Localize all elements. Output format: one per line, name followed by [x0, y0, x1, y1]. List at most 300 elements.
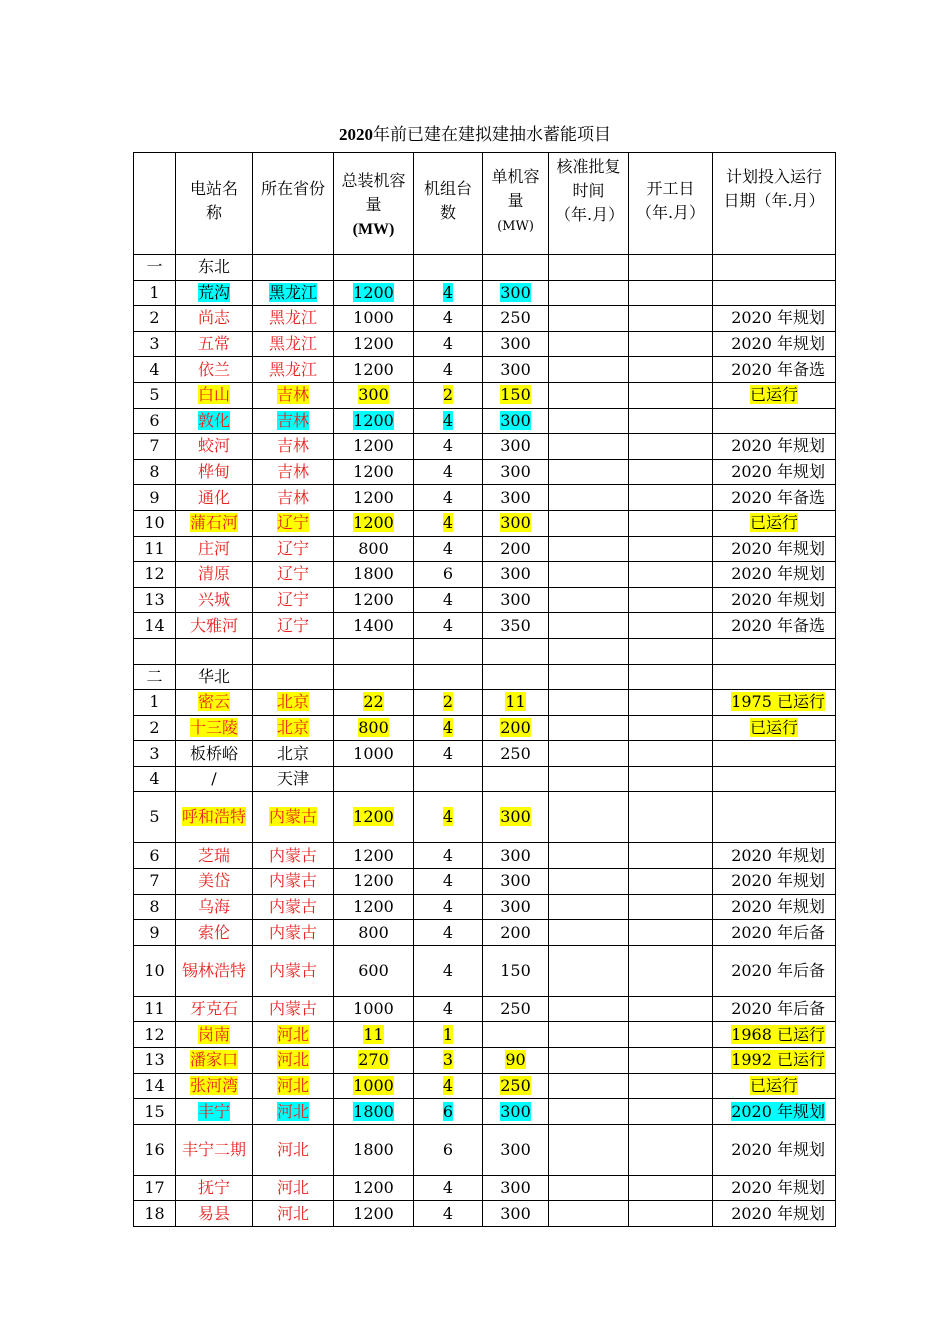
- table-row: [134, 1099, 836, 1125]
- station-name: [176, 382, 253, 408]
- table-row: [134, 562, 836, 588]
- empty-cell: [334, 664, 414, 690]
- start-date: [629, 408, 713, 434]
- station-name: [176, 792, 253, 843]
- total-capacity: [334, 357, 414, 383]
- empty-cell: [253, 255, 334, 281]
- station-name: [176, 485, 253, 511]
- row-number-text: 16: [144, 1139, 165, 1159]
- approval-date: [549, 382, 629, 408]
- unit-count: [414, 562, 483, 588]
- total-capacity: [334, 587, 414, 613]
- table-row: [134, 894, 836, 920]
- total-capacity: [334, 459, 414, 485]
- total-capacity-text: 1200: [353, 487, 394, 507]
- station-name: [176, 741, 253, 767]
- province: [253, 459, 334, 485]
- station-name: [176, 357, 253, 383]
- empty-cell: [176, 638, 253, 664]
- station-name: [176, 1175, 253, 1201]
- station-name-text: 清原: [197, 564, 230, 584]
- province-text: 内蒙古: [268, 960, 317, 980]
- approval-date: [549, 766, 629, 792]
- table-row: [134, 1022, 836, 1048]
- unit-count-text: 4: [442, 922, 454, 942]
- row-number-text: 3: [149, 743, 160, 763]
- row-number: [134, 280, 176, 306]
- station-name-text: 白山: [197, 385, 230, 405]
- approval-date: [549, 613, 629, 639]
- province: [253, 485, 334, 511]
- empty-cell: [549, 664, 629, 690]
- total-capacity: [334, 1022, 414, 1048]
- province: [253, 1124, 334, 1175]
- unit-capacity: [483, 920, 549, 946]
- station-name: [176, 894, 253, 920]
- table-row: [134, 1124, 836, 1175]
- start-date: [629, 894, 713, 920]
- province: [253, 766, 334, 792]
- unit-count-text: 4: [442, 845, 454, 865]
- section-name-text: 华北: [197, 666, 230, 686]
- row-number-text: 18: [144, 1203, 165, 1223]
- row-number-text: 10: [144, 513, 165, 533]
- approval-date: [549, 1073, 629, 1099]
- page-title: [0, 120, 950, 145]
- unit-capacity: [483, 536, 549, 562]
- province: [253, 408, 334, 434]
- unit-count-text: 2: [442, 692, 454, 712]
- row-number: [134, 434, 176, 460]
- total-capacity-text: 1200: [353, 1178, 394, 1198]
- empty-cell: [414, 638, 483, 664]
- unit-capacity: [483, 331, 549, 357]
- approval-date: [549, 843, 629, 869]
- row-number-text: 12: [144, 1024, 165, 1044]
- station-name-text: 依兰: [197, 359, 230, 379]
- start-date: [629, 996, 713, 1022]
- province-text: 辽宁: [276, 513, 309, 533]
- unit-capacity-text: 11: [505, 692, 526, 712]
- start-date: [629, 1175, 713, 1201]
- empty-cell: [253, 638, 334, 664]
- unit-count-text: 4: [442, 436, 454, 456]
- station-name: [176, 280, 253, 306]
- total-capacity: [334, 843, 414, 869]
- unit-count: [414, 331, 483, 357]
- planned-operation-text: 2020 年后备: [731, 960, 825, 980]
- station-name-text: 尚志: [197, 308, 230, 328]
- row-number-text: 11: [144, 999, 165, 1019]
- unit-count: [414, 715, 483, 741]
- station-name: [176, 587, 253, 613]
- row-number: [134, 1099, 176, 1125]
- station-name: [176, 996, 253, 1022]
- total-capacity-text: 600: [358, 960, 389, 980]
- planned-operation: [713, 843, 836, 869]
- approval-date: [549, 485, 629, 511]
- unit-count-text: 4: [442, 871, 454, 891]
- station-name-text: 抚宁: [197, 1178, 230, 1198]
- table-row: [134, 587, 836, 613]
- unit-count: [414, 510, 483, 536]
- row-number-text: 7: [149, 436, 160, 456]
- row-number: [134, 408, 176, 434]
- section-number-text: 二: [146, 666, 163, 686]
- planned-operation-text: 2020 年规划: [731, 1178, 825, 1198]
- unit-count-text: 4: [442, 807, 454, 827]
- station-name-text: 敦化: [197, 410, 230, 430]
- table-row: [134, 382, 836, 408]
- unit-capacity-text: 250: [500, 999, 531, 1019]
- unit-capacity-text: 300: [500, 1178, 531, 1198]
- planned-operation: [713, 1022, 836, 1048]
- unit-count: [414, 690, 483, 716]
- station-name-text: 密云: [197, 692, 230, 712]
- approval-date: [549, 510, 629, 536]
- planned-operation-text: 2020 年备选: [731, 487, 825, 507]
- unit-capacity-text: 300: [500, 807, 531, 827]
- station-name-text: 岗南: [197, 1024, 230, 1044]
- station-name: [176, 869, 253, 895]
- province: [253, 894, 334, 920]
- total-capacity: [334, 408, 414, 434]
- province: [253, 613, 334, 639]
- unit-count: [414, 408, 483, 434]
- header-unit-capacity: 单机容量 (MW): [483, 153, 549, 255]
- row-number: [134, 459, 176, 485]
- row-number-text: 12: [144, 564, 165, 584]
- title-text: 年前已建在建拟建抽水蓄能项目: [373, 125, 611, 145]
- empty-cell: [253, 664, 334, 690]
- unit-count: [414, 306, 483, 332]
- table-row: [134, 766, 836, 792]
- table-row: [134, 869, 836, 895]
- station-name-text: 丰宁: [197, 1101, 230, 1121]
- empty-cell: [629, 255, 713, 281]
- approval-date: [549, 920, 629, 946]
- row-number-text: 10: [144, 960, 165, 980]
- row-number-text: 5: [149, 807, 160, 827]
- header-row: [134, 153, 836, 255]
- empty-cell: [134, 638, 176, 664]
- empty-cell: [713, 638, 836, 664]
- unit-count: [414, 459, 483, 485]
- unit-count-text: 4: [442, 334, 454, 354]
- row-number-text: 14: [144, 615, 165, 635]
- total-capacity-text: 1800: [353, 1101, 394, 1121]
- total-capacity-text: 800: [358, 922, 389, 942]
- total-capacity: [334, 382, 414, 408]
- total-capacity: [334, 485, 414, 511]
- unit-capacity-text: 300: [500, 845, 531, 865]
- start-date: [629, 690, 713, 716]
- unit-capacity: [483, 562, 549, 588]
- station-name-text: 桦甸: [197, 462, 230, 482]
- planned-operation: [713, 945, 836, 996]
- start-date: [629, 587, 713, 613]
- table-row: [134, 536, 836, 562]
- unit-capacity: [483, 996, 549, 1022]
- total-capacity-text: 800: [358, 717, 389, 737]
- unit-count-text: 4: [442, 615, 454, 635]
- province: [253, 690, 334, 716]
- station-name: [176, 1022, 253, 1048]
- planned-operation: [713, 587, 836, 613]
- province: [253, 536, 334, 562]
- unit-capacity: [483, 869, 549, 895]
- spacer-row: [134, 638, 836, 664]
- unit-count: [414, 357, 483, 383]
- province: [253, 562, 334, 588]
- province: [253, 996, 334, 1022]
- unit-count-text: 6: [442, 1139, 454, 1159]
- province: [253, 741, 334, 767]
- approval-date: [549, 357, 629, 383]
- table-row: [134, 408, 836, 434]
- station-name: [176, 1099, 253, 1125]
- unit-capacity-text: 300: [500, 436, 531, 456]
- province-text: 辽宁: [276, 590, 309, 610]
- planned-operation: [713, 741, 836, 767]
- total-capacity: [334, 562, 414, 588]
- unit-capacity-text: 300: [500, 871, 531, 891]
- table-row: [134, 357, 836, 383]
- total-capacity: [334, 1073, 414, 1099]
- unit-count-text: 4: [442, 513, 454, 533]
- unit-capacity: [483, 1201, 549, 1227]
- unit-count: [414, 1124, 483, 1175]
- planned-operation: [713, 434, 836, 460]
- province: [253, 843, 334, 869]
- province: [253, 280, 334, 306]
- total-capacity-text: 800: [358, 538, 389, 558]
- unit-count: [414, 894, 483, 920]
- planned-operation-text: 2020 年规划: [731, 436, 825, 456]
- start-date: [629, 792, 713, 843]
- unit-count: [414, 792, 483, 843]
- total-capacity: [334, 306, 414, 332]
- unit-capacity-text: 300: [500, 462, 531, 482]
- unit-capacity-text: 300: [500, 1203, 531, 1223]
- empty-cell: [334, 638, 414, 664]
- empty-cell: [483, 638, 549, 664]
- unit-count-text: 4: [442, 717, 454, 737]
- total-capacity-text: 1200: [353, 1203, 394, 1223]
- province-text: 北京: [276, 717, 309, 737]
- row-number: [134, 1175, 176, 1201]
- total-capacity: [334, 792, 414, 843]
- province: [253, 357, 334, 383]
- total-capacity: [334, 1124, 414, 1175]
- row-number: [134, 690, 176, 716]
- total-capacity-text: 1200: [353, 462, 394, 482]
- row-number-text: 7: [149, 871, 160, 891]
- empty-cell: [483, 255, 549, 281]
- total-capacity: [334, 613, 414, 639]
- planned-operation: [713, 459, 836, 485]
- unit-count-text: 1: [442, 1024, 454, 1044]
- row-number-text: 8: [149, 896, 160, 916]
- unit-count-text: 4: [442, 487, 454, 507]
- total-capacity: [334, 434, 414, 460]
- province-text: 吉林: [276, 487, 309, 507]
- planned-operation-text: 2020 年规划: [731, 871, 825, 891]
- row-number-text: 6: [149, 410, 160, 430]
- header-name: 电站名称: [176, 153, 253, 255]
- province-text: 吉林: [276, 436, 309, 456]
- unit-count: [414, 613, 483, 639]
- total-capacity-text: 1200: [353, 436, 394, 456]
- province-text: 河北: [276, 1139, 309, 1159]
- unit-count-text: 4: [442, 462, 454, 482]
- station-name: [176, 945, 253, 996]
- total-capacity: [334, 1175, 414, 1201]
- header-plan: 计划投入运行日期（年.月）: [713, 153, 836, 255]
- unit-capacity-text: 250: [500, 308, 531, 328]
- empty-cell: [483, 664, 549, 690]
- planned-operation-text: 2020 年规划: [731, 845, 825, 865]
- planned-operation-text: 已运行: [749, 385, 798, 405]
- station-name-text: 兴城: [197, 590, 230, 610]
- planned-operation: [713, 869, 836, 895]
- province: [253, 1099, 334, 1125]
- unit-capacity-text: 300: [500, 1139, 531, 1159]
- row-number: [134, 331, 176, 357]
- unit-capacity: [483, 306, 549, 332]
- row-number: [134, 485, 176, 511]
- row-number: [134, 1073, 176, 1099]
- unit-count-text: 6: [442, 1101, 454, 1121]
- header-start: 开工日（年.月）: [629, 153, 713, 255]
- start-date: [629, 1048, 713, 1074]
- approval-date: [549, 690, 629, 716]
- approval-date: [549, 792, 629, 843]
- row-number: [134, 996, 176, 1022]
- row-number-text: 4: [149, 359, 160, 379]
- station-name: [176, 1048, 253, 1074]
- planned-operation: [713, 357, 836, 383]
- approval-date: [549, 741, 629, 767]
- table-row: [134, 613, 836, 639]
- province-text: 吉林: [276, 385, 309, 405]
- row-number: [134, 587, 176, 613]
- row-number: [134, 843, 176, 869]
- row-number-text: 13: [144, 1050, 165, 1070]
- start-date: [629, 485, 713, 511]
- unit-count: [414, 280, 483, 306]
- start-date: [629, 382, 713, 408]
- province-text: 黑龙江: [268, 282, 317, 302]
- station-name-text: 锡林浩特: [182, 960, 247, 980]
- province-text: 内蒙古: [268, 922, 317, 942]
- header-approval: 核准批复时间（年.月）: [549, 153, 629, 255]
- province: [253, 920, 334, 946]
- province: [253, 945, 334, 996]
- total-capacity-text: 1200: [353, 807, 394, 827]
- station-name: [176, 434, 253, 460]
- start-date: [629, 766, 713, 792]
- section-row: [134, 255, 836, 281]
- unit-capacity-text: 300: [500, 513, 531, 533]
- approval-date: [549, 715, 629, 741]
- province: [253, 331, 334, 357]
- province: [253, 587, 334, 613]
- planned-operation: [713, 792, 836, 843]
- approval-date: [549, 562, 629, 588]
- total-capacity-text: 1800: [353, 1139, 394, 1159]
- planned-operation-text: 2020 年备选: [731, 359, 825, 379]
- total-capacity-text: 1200: [353, 590, 394, 610]
- section-row: [134, 664, 836, 690]
- start-date: [629, 306, 713, 332]
- unit-capacity-text: 300: [500, 410, 531, 430]
- unit-count: [414, 843, 483, 869]
- unit-count: [414, 587, 483, 613]
- station-name-text: 十三陵: [189, 717, 238, 737]
- unit-capacity: [483, 408, 549, 434]
- start-date: [629, 869, 713, 895]
- approval-date: [549, 306, 629, 332]
- station-name: [176, 510, 253, 536]
- station-name-text: 五常: [197, 334, 230, 354]
- unit-capacity-text: 200: [500, 922, 531, 942]
- approval-date: [549, 536, 629, 562]
- planned-operation-text: 2020 年规划: [731, 590, 825, 610]
- start-date: [629, 1022, 713, 1048]
- station-name-text: 丰宁二期: [182, 1139, 247, 1159]
- approval-date: [549, 434, 629, 460]
- station-name: [176, 331, 253, 357]
- row-number: [134, 869, 176, 895]
- total-capacity-text: 1000: [353, 999, 394, 1019]
- station-name-text: 蒲石河: [189, 513, 238, 533]
- unit-count-text: 4: [442, 410, 454, 430]
- total-capacity: [334, 869, 414, 895]
- header-province: 所在省份: [253, 153, 334, 255]
- row-number-text: 9: [149, 487, 160, 507]
- unit-capacity: [483, 510, 549, 536]
- province: [253, 1175, 334, 1201]
- approval-date: [549, 1201, 629, 1227]
- station-name: [176, 1201, 253, 1227]
- total-capacity-text: 1800: [353, 564, 394, 584]
- total-capacity-text: 1200: [353, 334, 394, 354]
- province: [253, 434, 334, 460]
- start-date: [629, 843, 713, 869]
- province: [253, 382, 334, 408]
- planned-operation: [713, 1073, 836, 1099]
- unit-count-text: 4: [442, 896, 454, 916]
- empty-cell: [629, 664, 713, 690]
- station-name: [176, 408, 253, 434]
- unit-count-text: 4: [442, 999, 454, 1019]
- unit-capacity: [483, 434, 549, 460]
- row-number-text: 11: [144, 538, 165, 558]
- start-date: [629, 1099, 713, 1125]
- planned-operation-text: 2020 年规划: [731, 334, 825, 354]
- province-text: 黑龙江: [268, 334, 317, 354]
- station-name: [176, 562, 253, 588]
- empty-cell: [713, 255, 836, 281]
- planned-operation: [713, 306, 836, 332]
- total-capacity-text: 1200: [353, 871, 394, 891]
- total-capacity-text: 1200: [353, 359, 394, 379]
- planned-operation-text: 已运行: [749, 1075, 798, 1095]
- total-capacity-text: 1200: [353, 845, 394, 865]
- start-date: [629, 1201, 713, 1227]
- unit-count: [414, 945, 483, 996]
